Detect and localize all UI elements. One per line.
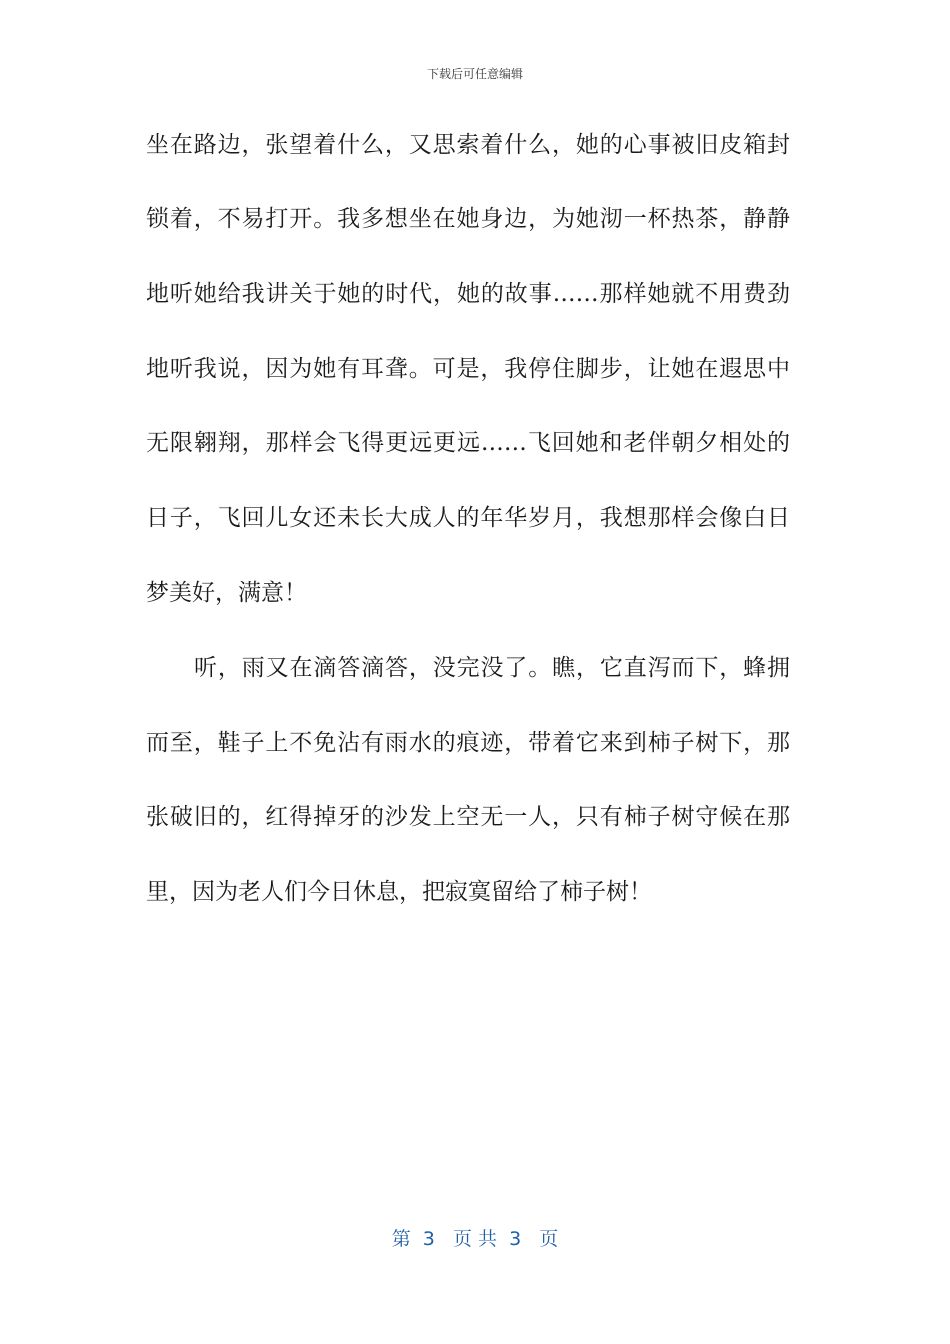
paragraph-1-line-2: 锁着，不易打开。我多想坐在她身边，为她沏一杯热茶，静静 bbox=[146, 206, 790, 232]
paragraph-2-line-3: 张破旧的，红得掉牙的沙发上空无一人，只有柿子树守候在那 bbox=[146, 804, 790, 830]
paragraph-1-line-1: 坐在路边，张望着什么，又思索着什么，她的心事被旧皮箱封 bbox=[146, 132, 790, 158]
paragraph-1-line-7: 梦美好，满意！ bbox=[146, 580, 307, 606]
paragraph-1-line-5: 无限翱翔，那样会飞得更远更远……飞回她和老伴朝夕相处的 bbox=[146, 430, 790, 456]
page-header: 下载后可任意编辑 bbox=[426, 67, 523, 81]
page-number-footer: 第 3 页 共 3 页 bbox=[391, 1228, 559, 1250]
paragraph-1-line-3: 地听她给我讲关于她的时代，她的故事……那样她就不用费劲 bbox=[146, 281, 790, 307]
paragraph-2-line-1: 听，雨又在滴答滴答，没完没了。瞧，它直泻而下，蜂拥 bbox=[194, 655, 790, 681]
paragraph-1-line-6: 日子，飞回儿女还未长大成人的年华岁月，我想那样会像白日 bbox=[146, 505, 790, 531]
paragraph-2-line-4: 里，因为老人们今日休息，把寂寞留给了柿子树！ bbox=[146, 879, 652, 905]
paragraph-2-line-2: 而至，鞋子上不免沾有雨水的痕迹，带着它来到柿子树下，那 bbox=[146, 730, 790, 756]
paragraph-1-line-4: 地听我说，因为她有耳聋。可是，我停住脚步，让她在遐思中 bbox=[146, 356, 790, 382]
